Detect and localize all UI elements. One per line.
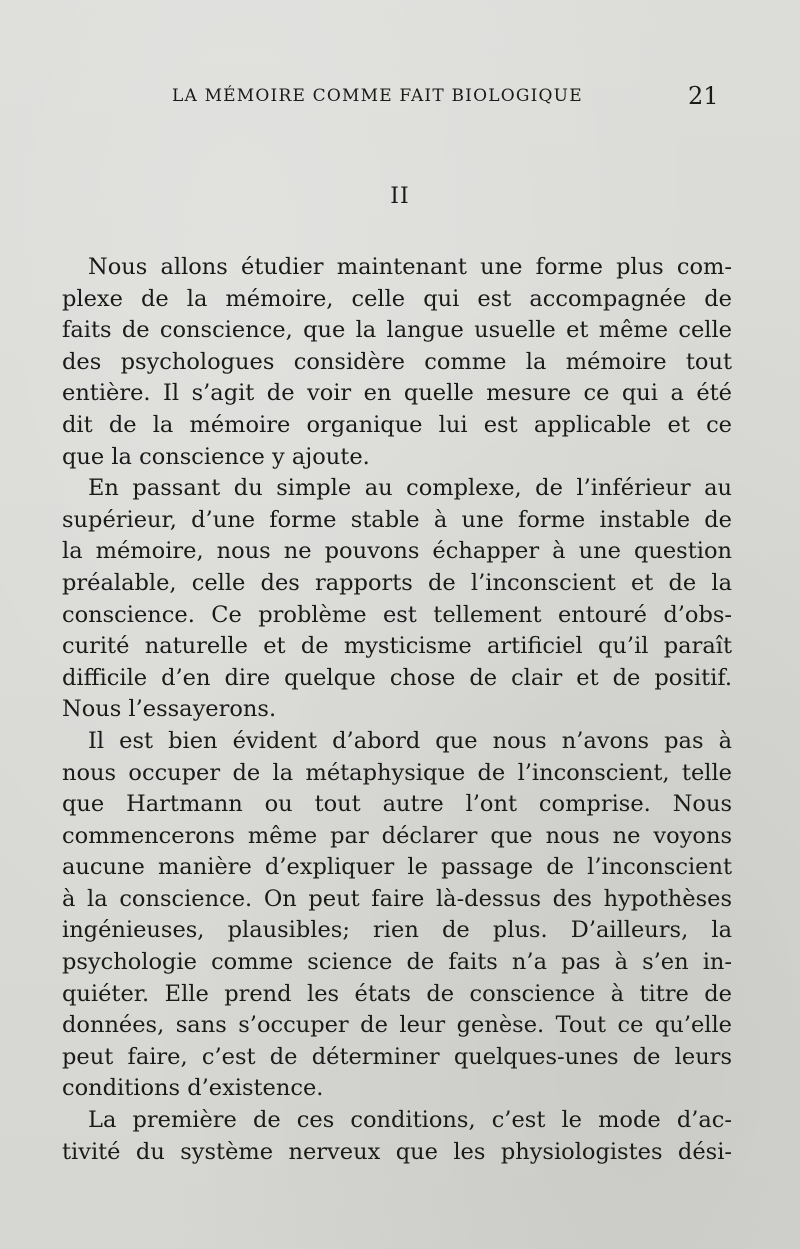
text-line: nous occuper de la métaphysique de l’inconscient, telle bbox=[62, 759, 732, 786]
text-line: supérieur, d’une forme stable à une forme instable de bbox=[62, 506, 732, 533]
text-line: dit de la mémoire organique lui est applicable et ce bbox=[62, 411, 732, 438]
text-line: psychologie comme science de faits n’a pas à s’en in- bbox=[62, 949, 732, 976]
text-line: données, sans s’occuper de leur genèse. Tout ce qu’elle bbox=[62, 1012, 732, 1039]
text-line: quiéter. Elle prend les états de conscience à titre de bbox=[62, 980, 732, 1007]
text-line: aucune manière d’expliquer le passage de l’inconscient bbox=[62, 854, 732, 881]
page-number: 21 bbox=[688, 82, 719, 110]
text-line: préalable, celle des rapports de l’inconscient et de la bbox=[62, 569, 732, 596]
text-line: difficile d’en dire quelque chose de clair et de positif. bbox=[62, 664, 732, 691]
text-line: tivité du système nerveux que les physiologistes dési- bbox=[62, 1138, 732, 1165]
text-line: à la conscience. On peut faire là-dessus des hypothèses bbox=[62, 885, 732, 912]
text-line: que Hartmann ou tout autre l’ont comprise. Nous bbox=[62, 791, 732, 818]
paragraph-1 bbox=[62, 252, 732, 473]
section-number: II bbox=[390, 184, 410, 209]
text-line: peut faire, c’est de déterminer quelques-unes de leurs bbox=[62, 1043, 732, 1070]
text-line: des psychologues considère comme la mémoire tout bbox=[62, 348, 732, 375]
text-line: entière. Il s’agit de voir en quelle mesure ce qui a été bbox=[62, 380, 732, 407]
text-line: conscience. Ce problème est tellement entouré d’obs- bbox=[62, 601, 732, 628]
paragraph-3 bbox=[62, 726, 732, 1105]
paragraph-4 bbox=[62, 1105, 732, 1168]
text-line: plexe de la mémoire, celle qui est accompagnée de bbox=[62, 285, 732, 312]
running-head-title: LA MÉMOIRE COMME FAIT BIOLOGIQUE bbox=[172, 86, 583, 106]
text-line: curité naturelle et de mysticisme artificiel qu’il paraît bbox=[62, 633, 732, 660]
text-line: faits de conscience, que la langue usuelle et même celle bbox=[62, 317, 732, 344]
text-line: commencerons même par déclarer que nous ne voyons bbox=[62, 822, 732, 849]
text-line: Il est bien évident d’abord que nous n’avons pas à bbox=[88, 727, 732, 754]
text-line: Nous allons étudier maintenant une forme plus com- bbox=[88, 254, 732, 280]
text-line: Nous l’essayerons. bbox=[62, 696, 277, 723]
text-line: que la conscience y ajoute. bbox=[62, 443, 370, 470]
body-text bbox=[62, 252, 732, 1168]
text-line: la mémoire, nous ne pouvons échapper à une question bbox=[62, 538, 732, 565]
paragraph-2 bbox=[62, 473, 732, 726]
text-line: ingénieuses, plausibles; rien de plus. D’ailleurs, la bbox=[62, 917, 732, 944]
text-line: La première de ces conditions, c’est le mode d’ac- bbox=[88, 1107, 732, 1134]
text-line: conditions d’existence. bbox=[62, 1075, 324, 1102]
text-line: En passant du simple au complexe, de l’inférieur au bbox=[88, 475, 732, 502]
